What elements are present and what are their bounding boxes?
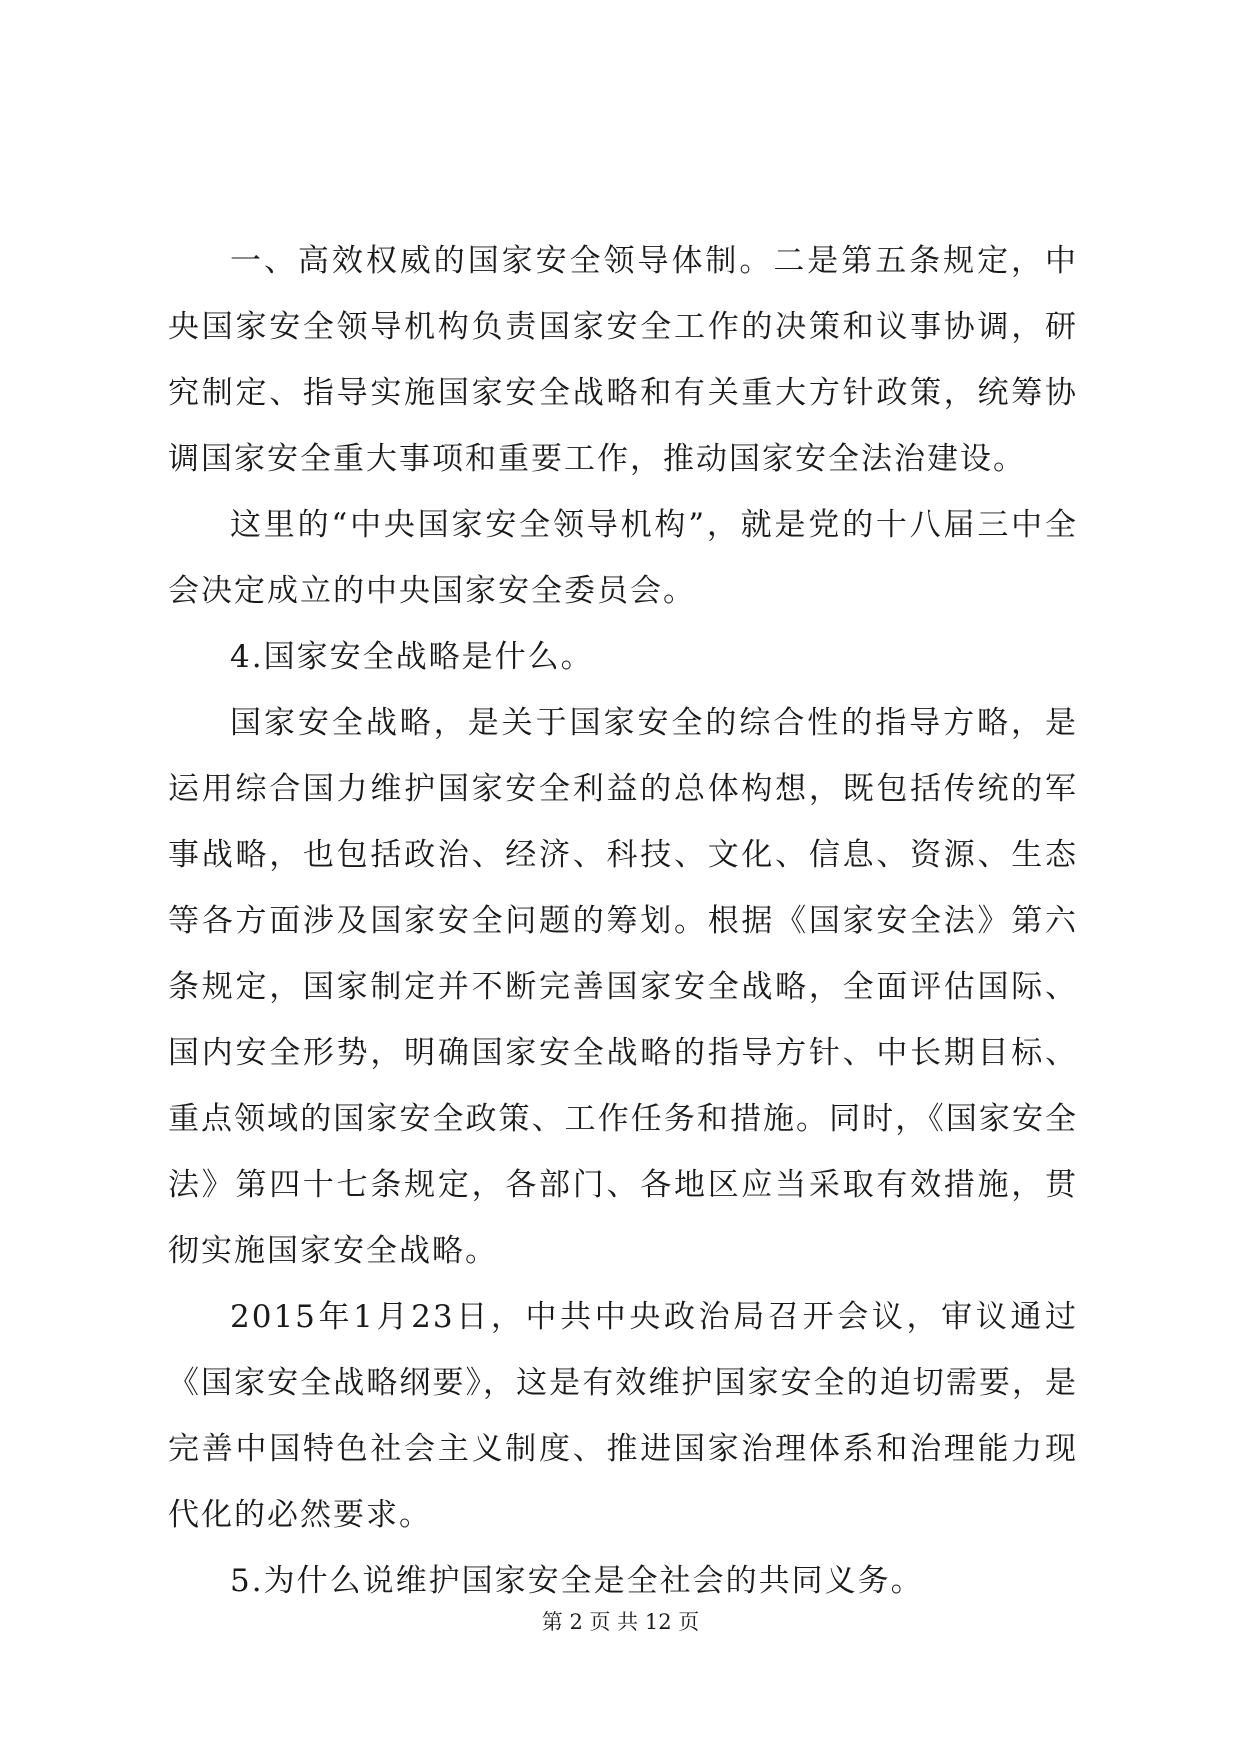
paragraph-central-commission: 这里的“中央国家安全领导机构”，就是党的十八届三中全会决定成立的中央国家安全委员会。 <box>168 507 1078 609</box>
paragraph-leadership-system: 一、高效权威的国家安全领导体制。二是第五条规定，中央国家安全领导机构负责国家安全工作的决策和议事协调，研究制定、指导实施国家安全战略和有关重大方针政策，统筹协调国家安全重大事项和重要工作，推动国家安全法治建设。 <box>168 243 1078 477</box>
paragraph-strategy-outline-2015: 2015年1月23日，中共中央政治局召开会议，审议通过《国家安全战略纲要》，这是有效维护国家安全的迫切需要，是完善中国特色社会主义制度、推进国家治理体系和治理能力现代化的必然要求。 <box>168 1299 1078 1533</box>
heading-question-4: 4.国家安全战略是什么。 <box>230 639 594 675</box>
heading-question-5: 5.为什么说维护国家安全是全社会的共同义务。 <box>230 1563 924 1599</box>
paragraph-security-strategy: 国家安全战略，是关于国家安全的综合性的指导方略，是运用综合国力维护国家安全利益的总体构想，既包括传统的军事战略，也包括政治、经济、科技、文化、信息、资源、生态等各方面涉及国家安全问题的筹划。根据《国家安全法》第六条规定，国家制定并不断完善国家安全战略，全面评估国际、国内安全形势，明确国家安全战略的指导方针、中长期目标、重点领域的国家安全政策、工作任务和措施。同时，《国家安全法》第四十七条规定，各部门、各地区应当采取有效措施，贯彻实施国家安全战略。 <box>168 705 1078 1269</box>
page-number-footer: 第 2 页 共 12 页 <box>541 1610 700 1634</box>
document-body <box>168 228 1078 1614</box>
